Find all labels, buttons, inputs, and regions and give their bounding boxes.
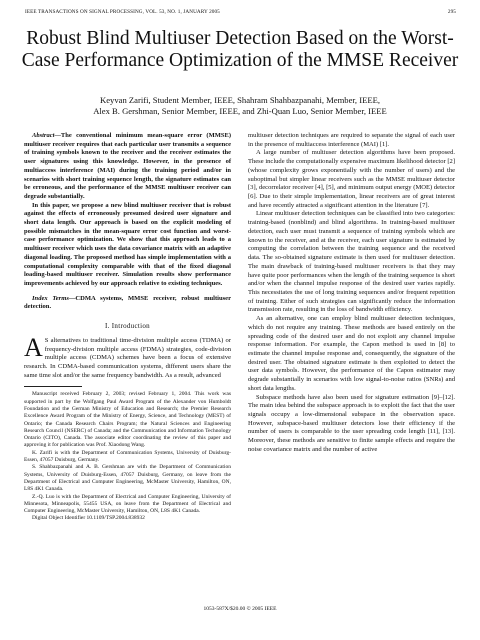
footnote-luo: Z.-Q. Luo is with the Department of Electrical and Computer Engineering, University of Minnesota, Minneapolis, 55455 USA, on leave from the Department of Electrical and Computer Engineering, McMaster University, Hamilton, ON, L8S 4K1 Canada. — [24, 493, 231, 515]
journal-header: IEEE TRANSACTIONS ON SIGNAL PROCESSING, VOL. 53, NO. 1, JANUARY 2005 — [25, 9, 220, 15]
footnote-manuscript: Manuscript received February 2, 2003; revised February 1, 2004. This work was supported in part by the Wolfgang Paul Award Program of the Alexander von Humboldt Foundation and the German Ministry of Education and Research; the Premier Research Excellence Award Program of the Ministry of Energy, Science, and Technology (MEST) of Ontario; the Canada Research Chairs Program; the Natural Sciences and Engineering Research Council (NSERC) of Canada; and the Communication and Information Technology Ontario (CITO), Canada. The associate editor coordinating the review of this paper and approving it for publication was Prof. Xiaodong Wang. — [24, 391, 231, 449]
right-paragraph-2: A large number of multiuser detection algorithms have been proposed. These include the computationally expensive maximum likelihood detector [2] (whose complexity grows exponentially with the number of users) and the suboptimal but simpler linear receivers such as the MMSE multiuser detector [3], decorrelator receiver [4], [5], and minimum output energy (MOE) detector [6]. Due to their simple implementation, linear receivers are of great interest and have recently attracted a significant attention in the literature [7]. — [248, 149, 455, 209]
author-line-1: Keyvan Zarifi, Student Member, IEEE, Shahram Shahbazpanahi, Member, IEEE, — [100, 95, 380, 105]
index-terms-lead: Index Terms — [32, 294, 69, 302]
abstract-text: —The conventional minimum mean-square error (MMSE) multiuser receiver requires that each particular user transmits a sequence of training symbols known to the receiver and the receiver estimates the user signatures using this knowledge. However, in the presence of multiaccess interference (MAI) during the training period and/or in scenarios with short training sequence length, the signature estimates can be erroneous, and the performance of the MMSE multiuser receiver can degrade substantially. — [24, 132, 231, 200]
abstract-paragraph-2: In this paper, we propose a new blind multiuser receiver that is robust against the effects of erroneously presumed desired user signature and short data length. Our approach is based on the explicit modeling of possible mismatches in the mean-square error cost function and worst-case performance optimization. We show that this approach leads to a multiuser receiver which uses the data covariance matrix with an adaptive diagonal loading. The proposed method has simple implementation with a computational complexity comparable with that of the fixed diagonal loading-based multiuser receiver. Simulation results show performance improvements achieved by our approach relative to existing techniques. — [24, 201, 231, 287]
author-block — [20, 95, 460, 117]
footnote-shahbazpanahi: S. Shahbazpanahi and A. B. Gershman are with the Department of Communication Systems, University of Duisburg-Essen, 47057 Duisburg, Germany, on leave from the Department of Electrical and Computer Engineering, McMaster University, Hamilton, ON, L8S 4K1 Canada. — [24, 464, 231, 493]
abstract — [24, 132, 231, 202]
left-column — [24, 132, 231, 523]
paper-title: Robust Blind Multiuser Detection Based on the Worst-Case Performance Optimization of the MMSE Receiver — [21, 28, 459, 71]
footnote-divider — [24, 386, 82, 387]
drop-cap: A — [24, 332, 43, 362]
intro-paragraph-1-text: S alternatives to traditional time-division multiple access (TDMA) or frequency-division multiple access (FDMA) strategies, code-division multiple access (CDMA) schemes have been a focus of extensive research. In CDMA-based communication systems, different users share the same time slot and/or the same frequency bandwidth. As a result, advanced — [24, 336, 231, 379]
footnote-zarifi: K. Zarifi is with the Department of Communication Systems, University of Duisburg-Essen, 47057 Duisburg, Germany. — [24, 449, 231, 464]
author-line-2: Alex B. Gershman, Senior Member, IEEE, and Zhi-Quan Luo, Senior Member, IEEE — [93, 106, 387, 116]
right-paragraph-3: Linear multiuser detection techniques can be classified into two categories: training-based (nonblind) and blind algorithms. In training-based multiuser detection, each user must transmit a sequence of training symbols which are known to the receiver, and at the receiver, each user signature is estimated by computing the correlation between the training sequence and the received data. The so-obtained signature estimate is then used for multiuser detection. The main drawback of training-based multiuser receivers is that they may have quite poor performances when the length of the training sequence is short and/or when the channel impulse response of the desired user varies rapidly. This necessitates the use of long training sequences and/or frequent repetition of training. Either of such strategies can significantly reduce the information transmission rate, resulting in the loss of bandwidth efficiency. — [248, 210, 455, 314]
copyright-footer: 1053-587X/$20.00 © 2005 IEEE — [203, 606, 277, 612]
page-number: 295 — [447, 9, 456, 15]
intro-paragraph-1 — [24, 332, 231, 381]
right-paragraph-5: Subspace methods have also been used for signature estimation [9]–[12]. The main idea behind the subspace approach is to exploit the fact that the user signals occupy a low-dimensional subspace in the observation space. However, subspace-based multiuser detectors lose their efficiency if the number of users is comparable to the user spreading code length [11], [13]. Moreover, these methods are sensitive to finite sample effects and require the noise covariance matrix and the number of active — [248, 393, 455, 453]
right-column — [248, 132, 455, 455]
abstract-lead: Abstract — [32, 132, 55, 139]
right-paragraph-1: multiuser detection techniques are required to separate the signal of each user in the presence of multiaccess interference (MAI) [1]. — [248, 132, 455, 148]
index-terms-text: —CDMA systems, MMSE receiver, robust multiuser detection. — [24, 294, 231, 311]
right-paragraph-4: As an alternative, one can employ blind multiuser detection techniques, which do not require any training. These methods are based entirely on the spreading code of the desired user and do not exploit any channel impulse response information. For example, the Capon method is used in [8] to estimate the channel impulse response and, consequently, the signature of the desired user. The obtained signature estimate is then exploited to detect the user data symbols. However, the performance of the Capon estimator may degrade substantially in scenarios with low signal-to-noise ratios (SNRs) and short data lengths. — [248, 315, 455, 392]
section-heading-introduction: I. Introduction — [105, 322, 150, 331]
index-terms — [24, 295, 231, 312]
footnote-doi: Digital Object Identifier 10.1109/TSP.2004.838932 — [32, 515, 145, 522]
